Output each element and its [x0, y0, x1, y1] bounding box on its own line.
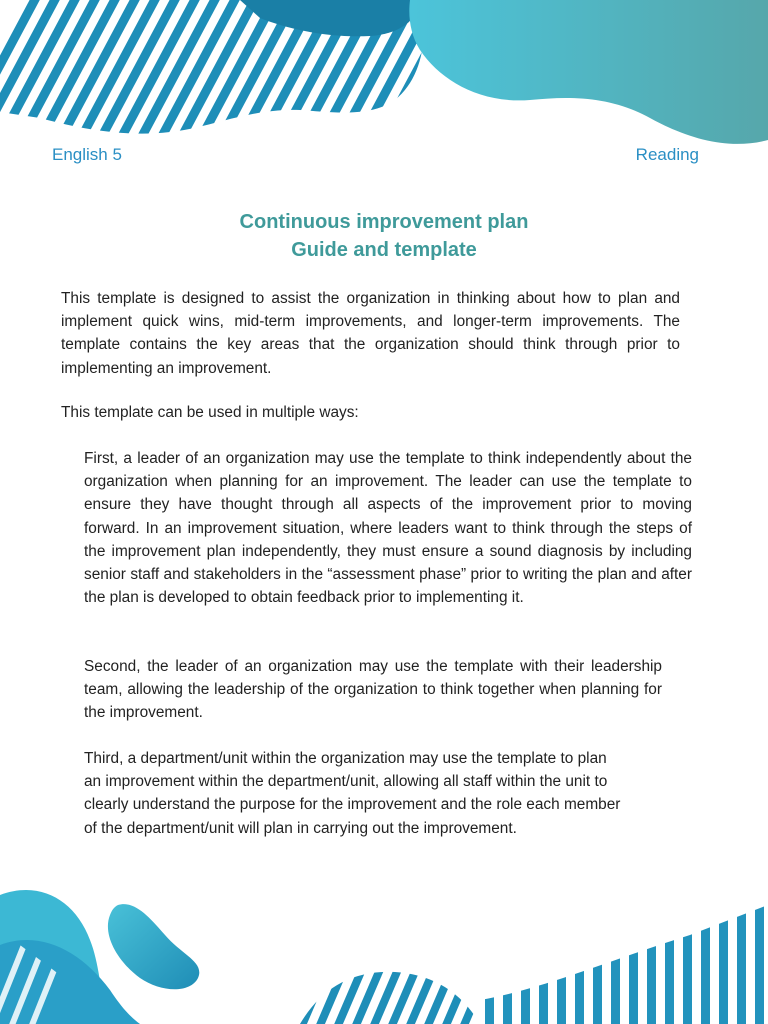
- ways-intro: This template can be used in multiple ways:: [61, 404, 359, 421]
- page-title: [0, 208, 768, 264]
- title-line-2: Guide and template: [291, 239, 477, 261]
- intro-paragraph: This template is designed to assist the organization in thinking about how to plan and implement quick wins, mid-term improvements, and longer-term improvements. The template contains the key areas that the organization should think through prior to implementing an improvement.: [61, 290, 680, 377]
- top-teal-blob: [409, 0, 768, 144]
- subject-label: English 5: [52, 145, 122, 164]
- way-paragraph-2: Second, the leader of an organization may use the template with their leadership team, allowing the leadership of the organization to think together when planning for the improvement.: [84, 658, 662, 722]
- bottom-right-bars: [485, 900, 764, 1024]
- section-label: Reading: [635, 145, 699, 164]
- top-dark-blob: [240, 0, 420, 36]
- way-paragraph-1: First, a leader of an organization may use the template to think independently about the organization when planning for an improvement. The leader can use the template to ensure they have thought through all aspects of the improvement prior to moving forward. In an improvement situation, where leaders want to think through the steps of the improvement plan independently, they must ensure a sound diagnosis by including senior staff and stakeholders in the “assessment phase” prior to writing the plan and after the plan is developed to obtain feedback prior to implementing it.: [84, 450, 692, 607]
- way-paragraph-3: Third, a department/unit within the organization may use the template to plan an improvement within the department/unit, allowing all staff within the unit to clearly understand the purpose for the improvement and the role each member of the department/unit will plan in carrying out the improvement.: [84, 750, 621, 837]
- bottom-droplet: [108, 904, 199, 989]
- bottom-stripes: [300, 960, 492, 1024]
- title-line-1: Continuous improvement plan: [239, 211, 529, 233]
